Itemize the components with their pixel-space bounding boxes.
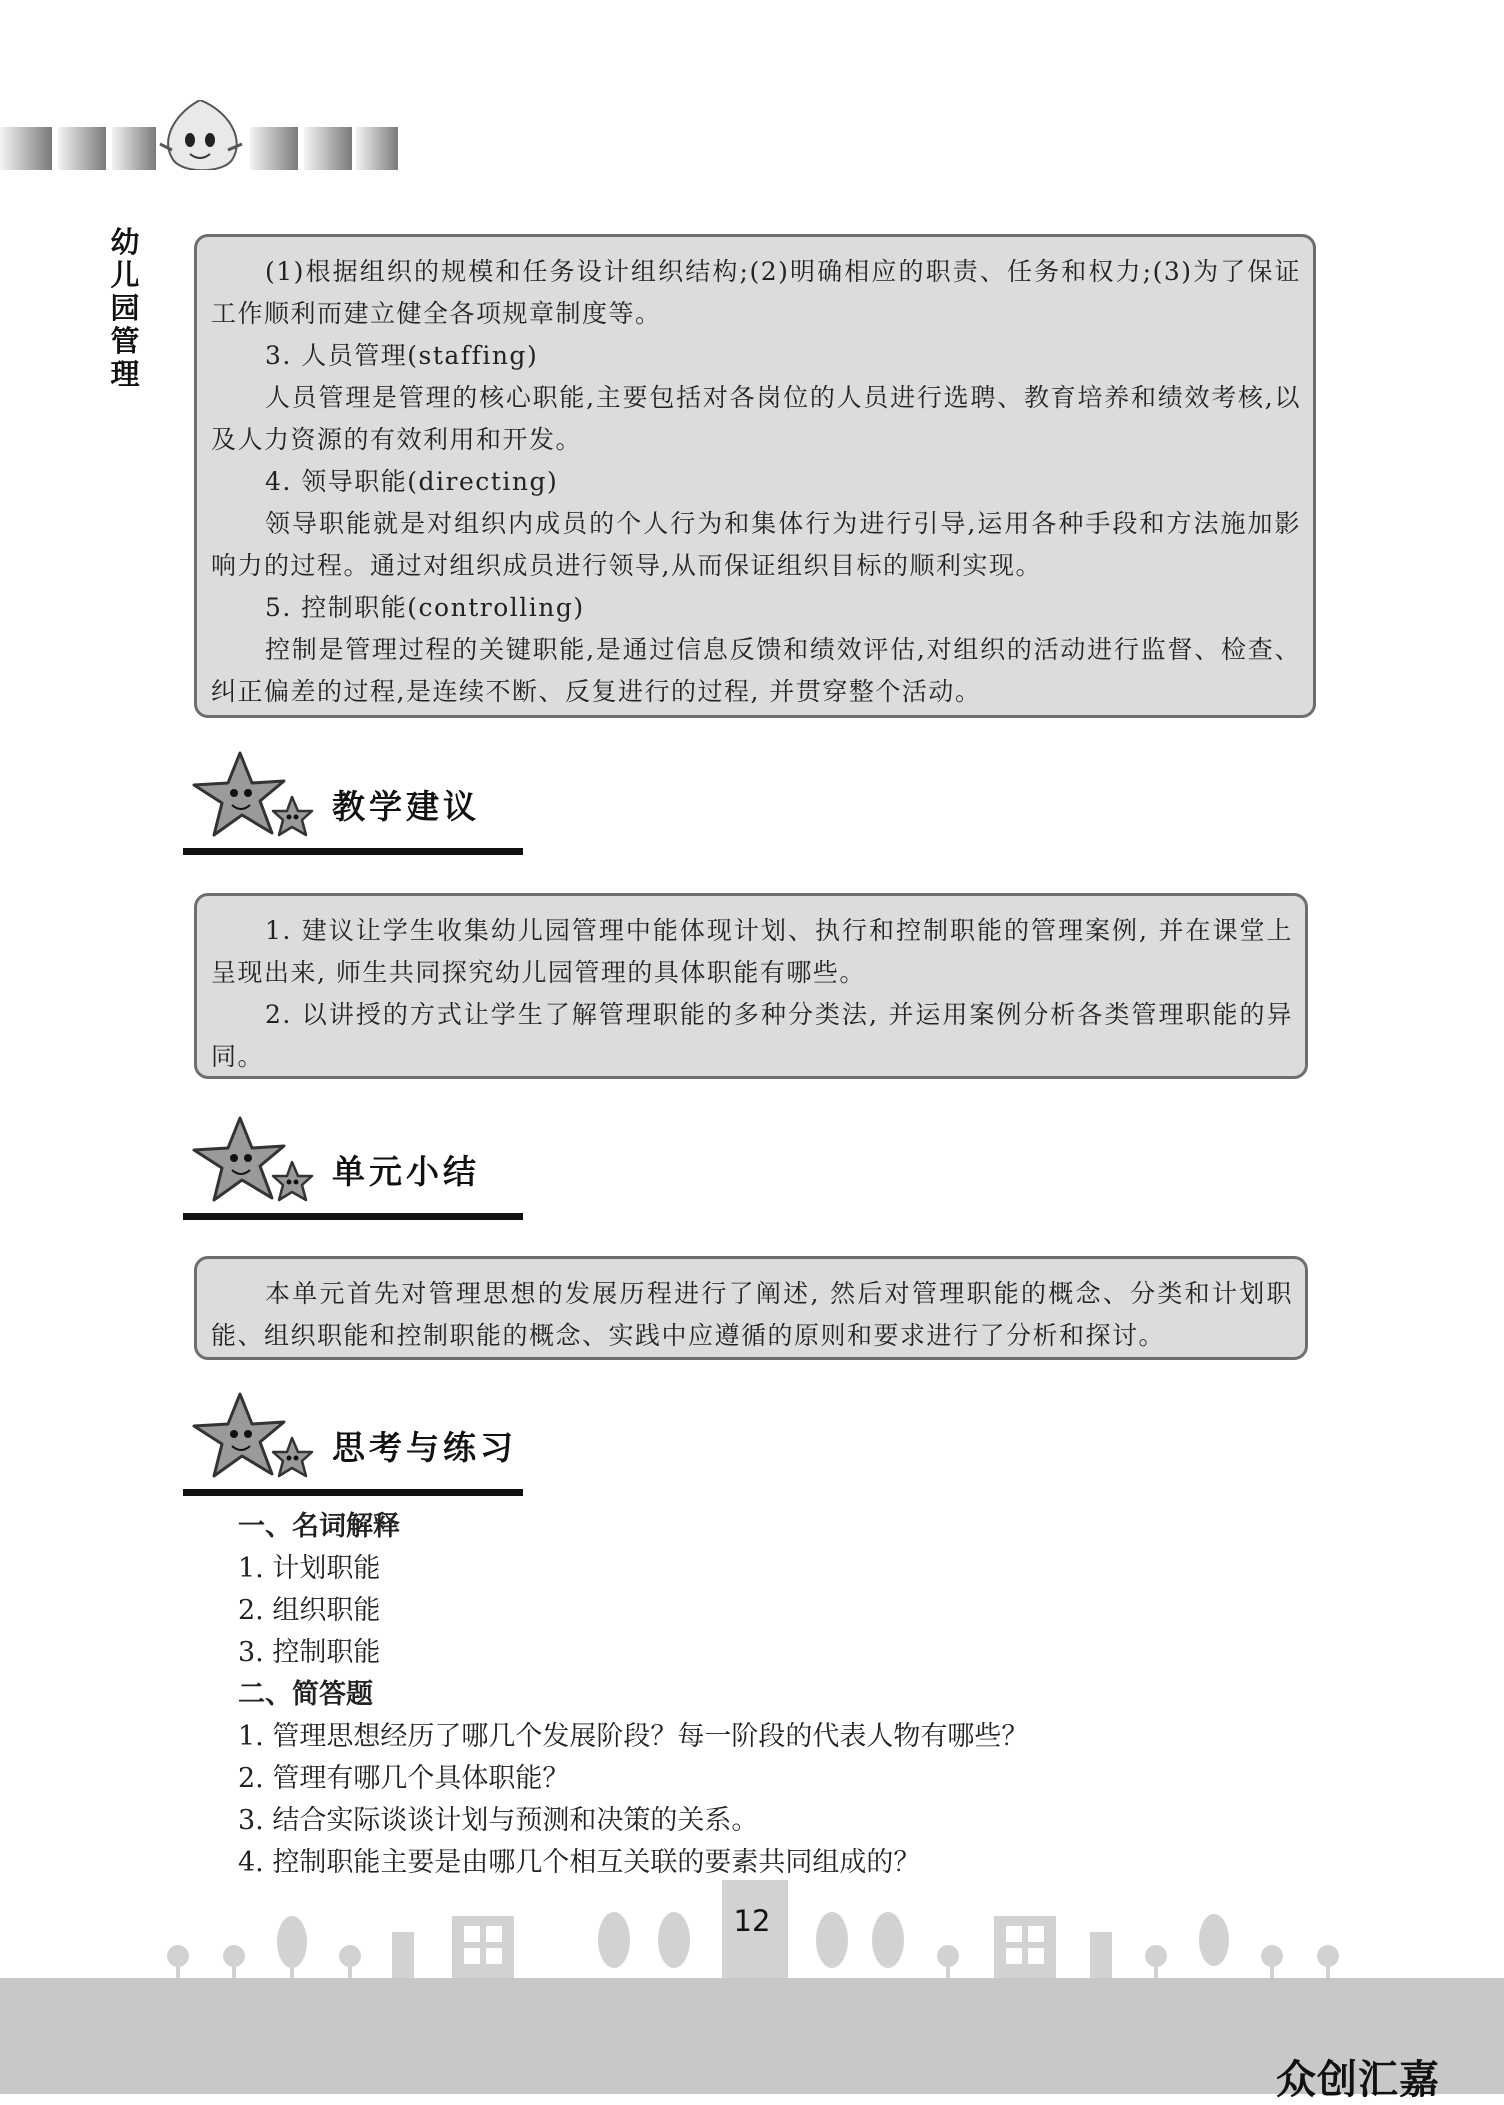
paragraph: 本单元首先对管理思想的发展历程进行了阐述, 然后对管理职能的概念、分类和计划职能、组织职能和控制职能的概念、实践中应遵循的原则和要求进行了分析和探讨。 <box>211 1279 1293 1350</box>
section-rule <box>183 1213 523 1220</box>
paragraph: 2. 以讲授的方式让学生了解管理职能的多种分类法, 并运用案例分析各类管理职能的异同。 <box>211 1000 1293 1071</box>
side-title-char: 理 <box>110 357 140 391</box>
section-rule <box>183 1489 523 1496</box>
page-number: 12 <box>733 1904 771 1938</box>
watermark: 众创汇嘉 <box>1276 2057 1440 2103</box>
mascot-icon <box>160 100 242 170</box>
starfish-icon <box>180 1386 330 1490</box>
exercise-list <box>238 1506 1028 1884</box>
list-item: 4. 控制职能主要是由哪几个相互关联的要素共同组成的？ <box>238 1847 921 1878</box>
paragraph: 领导职能就是对组织内成员的个人行为和集体行为进行引导,运用各种手段和方法施加影响力的过程。通过对组织成员进行领导,从而保证组织目标的顺利实现。 <box>211 509 1301 580</box>
side-title-char: 园 <box>110 291 140 325</box>
header-decoration <box>0 100 400 170</box>
list-item: 1. 管理思想经历了哪几个发展阶段？每一阶段的代表人物有哪些？ <box>238 1721 1029 1752</box>
subheading: 3. 人员管理(staffing) <box>265 341 539 370</box>
section-header-exercise <box>180 1386 526 1496</box>
section-header-summary <box>180 1110 526 1220</box>
paragraph: 1. 建议让学生收集幼儿园管理中能体现计划、执行和控制职能的管理案例, 并在课堂上呈现出来, 师生共同探究幼儿园管理的具体职能有哪些。 <box>211 916 1293 987</box>
section-title: 思考与练习 <box>332 1428 517 1467</box>
subheading: 5. 控制职能(controlling) <box>265 593 585 622</box>
side-title <box>110 226 140 391</box>
subheading: 4. 领导职能(directing) <box>265 467 559 496</box>
paragraph: 控制是管理过程的关键职能,是通过信息反馈和绩效评估,对组织的活动进行监督、检查、纠正偏差的过程,是连续不断、反复进行的过程, 并贯穿整个活动。 <box>211 635 1301 706</box>
section-header-teaching <box>180 745 526 855</box>
list-item: 2. 管理有哪几个具体职能？ <box>238 1763 570 1794</box>
list-item: 3. 控制职能 <box>238 1637 381 1668</box>
side-title-char: 管 <box>110 324 140 358</box>
content-box-teaching <box>194 893 1308 1079</box>
starfish-icon <box>180 745 330 849</box>
paragraph: 人员管理是管理的核心职能,主要包括对各岗位的人员进行选聘、教育培养和绩效考核,以及人力资源的有效利用和开发。 <box>211 383 1301 454</box>
list-item: 3. 结合实际谈谈计划与预测和决策的关系。 <box>238 1805 759 1836</box>
list-item: 1. 计划职能 <box>238 1553 381 1584</box>
section-title: 单元小结 <box>332 1152 480 1191</box>
list-item: 2. 组织职能 <box>238 1595 381 1626</box>
side-title-char: 幼 <box>110 225 140 259</box>
content-box-summary <box>194 1256 1308 1360</box>
starfish-icon <box>180 1110 330 1214</box>
side-title-char: 儿 <box>110 258 140 292</box>
content-box-functions <box>194 234 1316 718</box>
section-title: 教学建议 <box>332 787 480 826</box>
exercise-heading: 二、简答题 <box>238 1679 373 1710</box>
paragraph: (1)根据组织的规模和任务设计组织结构;(2)明确相应的职责、任务和权力;(3)为了保证工作顺利而建立健全各项规章制度等。 <box>211 257 1301 328</box>
exercise-heading: 一、名词解释 <box>238 1511 400 1542</box>
section-rule <box>183 848 523 855</box>
